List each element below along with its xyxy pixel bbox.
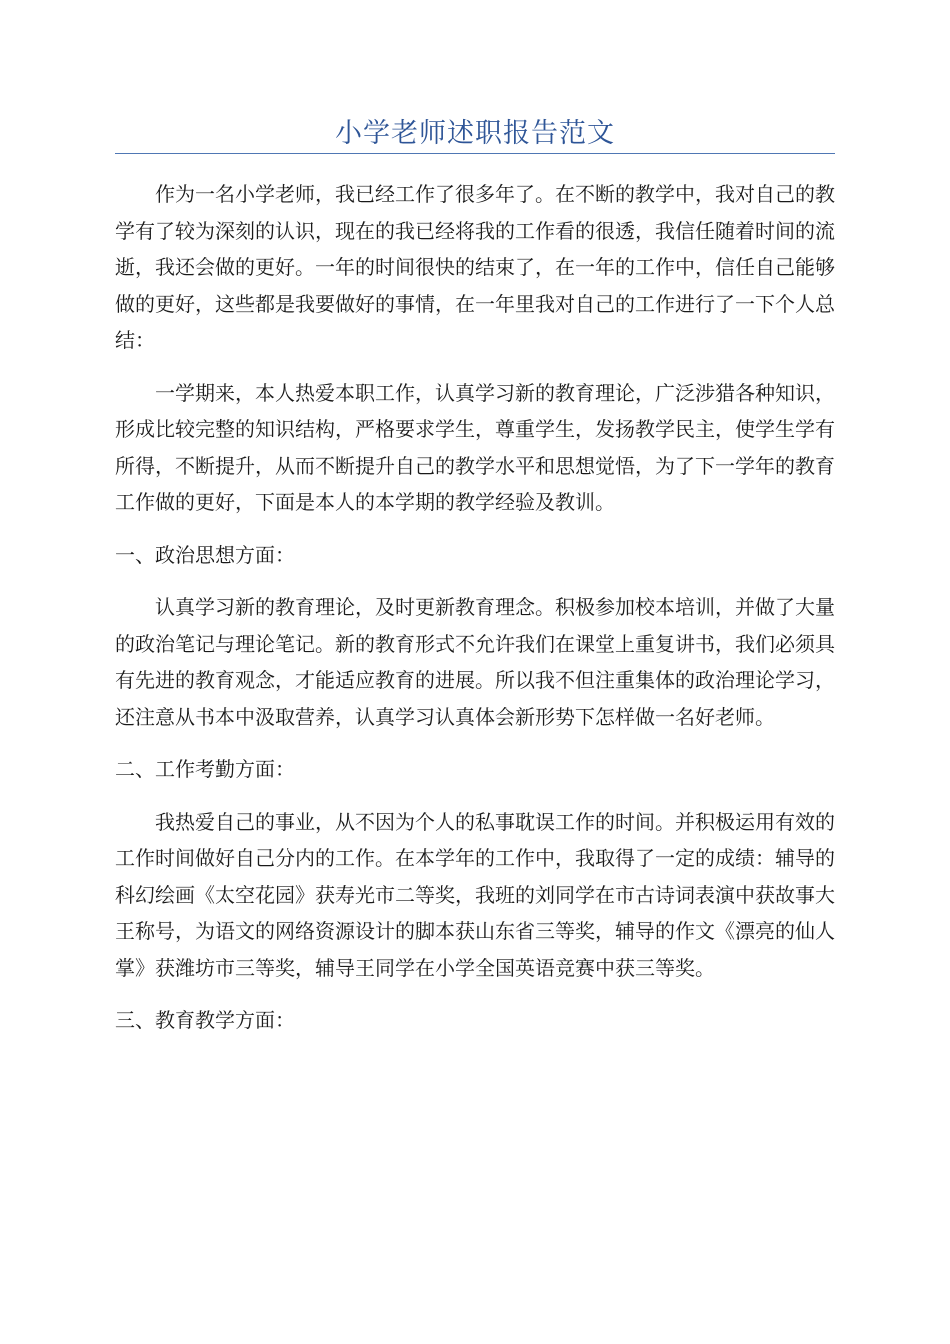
page-title: 小学老师述职报告范文 [335,118,615,149]
section-heading-attendance: 二、工作考勤方面： [115,757,295,781]
section-body-political: 认真学习新的教育理论，及时更新教育理念。积极参加校本培训，并做了大量的政治笔记与理论笔记。新的教育形式不允许我们在课堂上重复讲书，我们必须具有先进的教育观念，才能适应教育的进展。所以我不但注重集体的政治理论学习，还注意从书本中汲取营养，认真学习认真体会新形势下怎样做一名好老师。 [115,595,835,729]
section-heading-political: 一、政治思想方面： [115,542,295,567]
intro-paragraph-1: 作为一名小学老师，我已经工作了很多年了。在不断的教学中，我对自己的教学有了较为深刻的认识，现在的我已经将我的工作看的很透，我信任随着时间的流逝，我还会做的更好。一年的时间很快的结束了，在一年的工作中，信任自己能够做的更好，这些都是我要做好的事情，在一年里我对自己的工作进行了一下个人总结： [115,182,835,352]
section-body-attendance: 我热爱自己的事业，从不因为个人的私事耽误工作的时间。并积极运用有效的工作时间做好自己分内的工作。在本学年的工作中，我取得了一定的成绩：辅导的科幻绘画《太空花园》获寿光市二等奖，我班的刘同学在市古诗词表演中获故事大王称号，为语文的网络资源设计的脚本获山东省三等奖，辅导的作文《漂亮的仙人掌》获潍坊市三等奖，辅导王同学在小学全国英语竞赛中获三等奖。 [115,809,835,980]
document-body [115,176,835,1055]
section-heading-teaching: 三、教育教学方面： [115,1008,295,1032]
title-underline [115,153,835,154]
intro-paragraph-2: 一学期来，本人热爱本职工作，认真学习新的教育理论，广泛涉猎各种知识，形成比较完整的知识结构，严格要求学生，尊重学生，发扬教学民主，使学生学有所得，不断提升，从而不断提升自己的教学水平和思想觉悟，为了下一学年的教育工作做的更好，下面是本人的本学期的教学经验及教训。 [115,380,835,514]
